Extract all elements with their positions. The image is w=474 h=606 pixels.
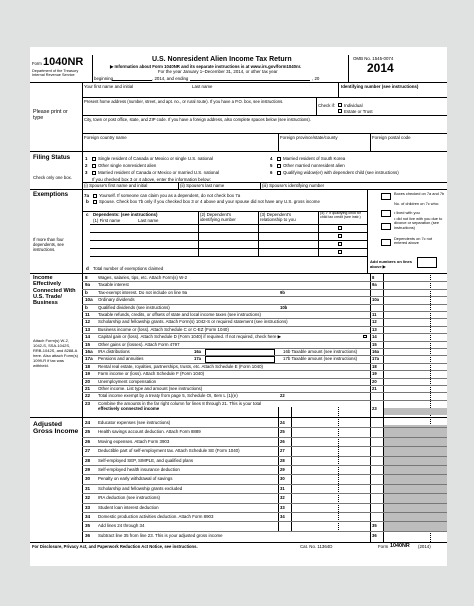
agi-line-num: 24 bbox=[85, 420, 91, 425]
dep-row3-checkbox[interactable] bbox=[338, 242, 342, 246]
agi-line-text: Deductible part of self-employment tax. Attach Schedule SE (Form 1040) bbox=[98, 448, 240, 454]
agi-mid-num: 25 bbox=[280, 429, 285, 435]
income-line-num: 20 bbox=[85, 378, 91, 384]
income-right-num: 17a bbox=[372, 356, 379, 362]
agi-mid-input[interactable] bbox=[292, 475, 370, 483]
country-label: Foreign country name bbox=[84, 135, 127, 140]
income-line-text: Farm income or (loss). Attach Schedule F (Form 1040) bbox=[98, 371, 205, 377]
dep-col1-label: (1) First name bbox=[93, 218, 121, 223]
income-right-num: 19 bbox=[372, 371, 377, 377]
year-suffix: , 20 bbox=[312, 76, 320, 81]
agi-mid-input[interactable] bbox=[292, 466, 370, 474]
income-line-num: 9a bbox=[85, 282, 91, 288]
filing-1-label: Single resident of Canada or Mexico or single U.S. national bbox=[98, 156, 213, 161]
filing-status-title: Filing Status bbox=[33, 154, 71, 161]
shade-line-22 bbox=[384, 408, 447, 415]
info-line: ▶ Information about Form 1040NR and its separate instructions is at www.irs.gov/form1040nr. bbox=[110, 64, 302, 69]
province-label: Foreign province/state/county bbox=[280, 135, 338, 140]
income-mid-num: 22 bbox=[280, 393, 285, 399]
check-if-label: Check if: bbox=[318, 103, 336, 108]
income-line-text: Combine the amounts in the far right column for lines 8 through 21. This is your total bbox=[98, 400, 262, 406]
agi-row-rule bbox=[82, 503, 447, 504]
agi-mid-input[interactable] bbox=[292, 447, 370, 455]
income-line-num: 12 bbox=[85, 319, 91, 325]
income-title: Income Effectively Connected With U.S. Trade/ Business bbox=[33, 275, 76, 307]
income-line-num: 15 bbox=[85, 341, 91, 347]
exemptions-title: Exemptions bbox=[33, 191, 69, 198]
agi-line-num: 26 bbox=[85, 438, 91, 444]
agi-row-rule bbox=[82, 427, 447, 428]
footer-cat: Cat. No. 11364D bbox=[300, 544, 333, 549]
agi-line-num: 29 bbox=[85, 467, 91, 472]
income-sub-box-label: 17a bbox=[194, 356, 201, 362]
attach-w2-note: Attach Form(s) W-2, 1042-S, SSA-1042S, RRB-1042S, and 8288-A here. Also attach Form(s) 1099-R if tax was withheld. bbox=[33, 338, 78, 368]
agi-line-text: Educator expenses (see instructions) bbox=[98, 420, 171, 425]
agi-line-num: 35 bbox=[85, 523, 91, 529]
add-numbers-label: Add numbers on lines above ▶ bbox=[370, 259, 413, 269]
income-line-b-text: 16b Taxable amount (see instructions) bbox=[283, 349, 358, 354]
tax-year: 2014 bbox=[367, 61, 394, 75]
agi-mid-input[interactable] bbox=[292, 428, 370, 436]
if-checked-note: If you checked box 3 or 4 above, enter the information below: bbox=[92, 176, 211, 182]
income-line-num: 22 bbox=[85, 393, 91, 399]
dep-not-label: Dependents on 7c not entered above bbox=[394, 236, 433, 246]
agi-row-rule bbox=[82, 484, 447, 485]
income-line-text: Scholarship and fellowship grants. Attach Form(s) 1042-S or required statement (see instructions) bbox=[98, 319, 288, 325]
income-right-num: 11 bbox=[372, 312, 377, 317]
income-line-text: Business income or (loss). Attach Schedule C or C-EZ (Form 1040) bbox=[98, 326, 229, 332]
agi-line-text: Add lines 24 through 34 bbox=[98, 523, 145, 529]
income-line-text: Taxable interest bbox=[98, 282, 129, 288]
agi-line-num: 28 bbox=[85, 457, 91, 463]
line-7d-num: d bbox=[86, 266, 89, 271]
spouse-last-label: (ii) Spouse's last name bbox=[180, 183, 225, 188]
income-right-num: 20 bbox=[372, 378, 377, 384]
income-line-text: Ordinary dividends bbox=[98, 297, 135, 303]
form-number: 1040NR bbox=[43, 56, 84, 68]
filing-2-checkbox[interactable] bbox=[92, 164, 96, 168]
filing-2-num: 2 bbox=[85, 163, 88, 168]
individual-label: Individual bbox=[344, 102, 363, 108]
income-line-text: Other gains or (losses). Attach Form 4797 bbox=[98, 341, 180, 347]
income-line-num: 13 bbox=[85, 326, 91, 332]
address-input[interactable] bbox=[84, 104, 314, 112]
agi-line-text: Moving expenses. Attach Form 3903 bbox=[98, 438, 170, 444]
agi-line-text: Student loan interest deduction bbox=[98, 504, 159, 510]
footer-form-number: 1040NR bbox=[390, 542, 410, 549]
agi-mid-num: 33 bbox=[280, 504, 285, 510]
dep-col3-label: (3) Dependent's relationship to you bbox=[260, 212, 296, 222]
income-line-num: 11 bbox=[85, 312, 90, 317]
income-line-text: Tax-exempt interest. Do not include on line 9a bbox=[98, 289, 188, 295]
children-label: No. of children on 7c who: bbox=[394, 201, 439, 206]
income-line-num: 8 bbox=[85, 275, 88, 280]
agi-line-num: 27 bbox=[85, 448, 91, 454]
postal-label: Foreign postal code bbox=[372, 135, 411, 140]
agi-mid-num: 28 bbox=[280, 457, 285, 463]
lived-input[interactable] bbox=[381, 210, 391, 217]
line-7d-text: Total number of exemptions claimed bbox=[93, 266, 164, 271]
filing-5-num: 5 bbox=[270, 163, 273, 168]
agi-line-num: 30 bbox=[85, 476, 91, 482]
income-line-text: Taxable refunds, credits, or offsets of state and local income taxes (see instructions) bbox=[98, 312, 261, 317]
footer-notice: For Disclosure, Privacy Act, and Paperwork Reduction Act Notice, see instructions. bbox=[32, 544, 198, 549]
divorce-label: • did not live with you due to divorce or separation (see instructions) bbox=[394, 216, 443, 230]
agi-row-rule bbox=[82, 437, 447, 438]
line-7b-num: b bbox=[86, 199, 89, 204]
dep-col4-label: (4) ✓ if qualifying child for child tax credit (see instr.) bbox=[320, 211, 361, 220]
filing-4-num: 4 bbox=[270, 156, 273, 161]
city-label: City, town or post office, state, and ZIP code. If you have a foreign address, also complete spaces below (see instructions). bbox=[84, 117, 311, 122]
agi-mid-num: 34 bbox=[280, 514, 285, 519]
income-line-num: 23 bbox=[85, 400, 91, 406]
filing-6-label: Qualifying widow(er) with dependent child (see instructions) bbox=[283, 170, 399, 175]
agi-mid-num: 30 bbox=[280, 476, 285, 482]
filing-3-label: Married resident of Canada or Mexico or married U.S. national bbox=[98, 170, 220, 175]
dep-col2-label: (2) Dependent's identifying number bbox=[200, 212, 236, 222]
agi-line-num: 33 bbox=[85, 504, 91, 510]
agi-line-text: Self-employed health insurance deduction bbox=[98, 467, 180, 472]
agi-mid-input[interactable] bbox=[292, 438, 370, 446]
agi-right-num: 36 bbox=[372, 532, 377, 538]
agi-mid-num: 32 bbox=[280, 495, 285, 501]
income-right-num: 18 bbox=[372, 363, 377, 369]
agi-mid-input[interactable] bbox=[292, 485, 370, 493]
income-line-num: b bbox=[85, 304, 88, 310]
income-line-b-text: 17b Taxable amount (see instructions) bbox=[283, 356, 358, 362]
line-7b-checkbox[interactable] bbox=[93, 200, 97, 204]
agi-row-rule bbox=[82, 446, 447, 447]
agi-row-rule bbox=[82, 474, 447, 475]
agi-row-rule bbox=[82, 465, 447, 466]
agi-mid-num: 26 bbox=[280, 438, 285, 444]
income-line-text: Unemployment compensation bbox=[98, 378, 157, 384]
income-line-text: Wages, salaries, tips, etc. Attach Form(s) W-2 bbox=[98, 275, 188, 280]
agi-row-rule bbox=[82, 493, 447, 494]
capital-gain-checkbox[interactable] bbox=[363, 335, 367, 339]
income-line-text: Rental real estate, royalties, partnerships, trusts, etc. Attach Schedule E (Form 1040) bbox=[98, 363, 263, 369]
dep-not-input[interactable] bbox=[381, 239, 391, 246]
filing-2-label: Other single nonresident alien bbox=[98, 163, 157, 168]
city-input[interactable] bbox=[84, 122, 384, 130]
dep-col1b-label: Last name bbox=[138, 218, 159, 223]
income-right-num: 16a bbox=[372, 349, 379, 354]
income-line-num: 14 bbox=[85, 334, 91, 340]
filing-1-num: 1 bbox=[85, 156, 88, 161]
first-name-label: Your first name and initial bbox=[84, 84, 134, 89]
agi-row-rule bbox=[82, 512, 447, 513]
filing-3-checkbox[interactable] bbox=[92, 171, 96, 175]
income-line-num: 21 bbox=[85, 386, 91, 391]
income-amount-input[interactable] bbox=[384, 400, 446, 407]
agi-mid-num: 27 bbox=[280, 448, 285, 454]
income-right-num: 10a bbox=[372, 297, 379, 303]
income-line-text: Capital gain or (loss). Attach Schedule D (Form 1040) if required. If not required, check here ▶ bbox=[98, 334, 281, 340]
agi-line-text: Penalty on early withdrawal of savings bbox=[98, 476, 173, 482]
footer-form-prefix: Form bbox=[378, 544, 389, 549]
dep-row2-checkbox[interactable] bbox=[338, 234, 342, 238]
income-right-num: 9a bbox=[372, 282, 377, 288]
income-right-num: 8 bbox=[372, 275, 375, 280]
spouse-first-label: (i) Spouse's first name and initial bbox=[84, 183, 148, 188]
income-line-text: Other income. List type and amount (see instructions) bbox=[98, 386, 203, 391]
dep-row4-checkbox[interactable] bbox=[338, 250, 342, 254]
agi-line-text: Scholarship and fellowship grants excluded bbox=[98, 485, 183, 491]
more-dependents-note: If more than four dependents, see instructions. bbox=[33, 237, 64, 253]
income-line-num: 18 bbox=[85, 363, 91, 369]
print-or-type-label: Please print or type bbox=[33, 109, 68, 122]
agi-line-text: Health savings account deduction. Attach Form 8889 bbox=[98, 429, 201, 435]
agi-line-text: Domestic production activities deduction. Attach Form 8903 bbox=[98, 514, 214, 519]
income-line-text: IRA distributions bbox=[98, 349, 130, 354]
filing-4-label: Married resident of South Korea bbox=[283, 156, 346, 161]
agi-mid-input[interactable] bbox=[292, 504, 370, 512]
treasury-dept: Department of the Treasury bbox=[32, 69, 79, 73]
individual-checkbox[interactable] bbox=[338, 103, 342, 107]
income-right-num: 13 bbox=[372, 326, 377, 332]
name-input[interactable] bbox=[84, 89, 337, 97]
ssn-label: Identifying number (see instructions) bbox=[341, 84, 419, 89]
check-one-note: Check only one box. bbox=[33, 175, 72, 180]
lived-label: • lived with you bbox=[394, 210, 420, 215]
filing-4-checkbox[interactable] bbox=[277, 157, 281, 161]
shade-agi-right bbox=[384, 425, 447, 532]
agi-row-rule bbox=[82, 456, 447, 457]
filing-3-num: 3 bbox=[85, 170, 88, 175]
income-right-num: 14 bbox=[372, 334, 377, 340]
income-mid-num: 10b bbox=[280, 304, 288, 310]
agi-right-num: 35 bbox=[372, 523, 377, 529]
income-line-text2: effectively connected income bbox=[98, 405, 160, 411]
form-page bbox=[30, 47, 447, 566]
agi-amount-input[interactable] bbox=[384, 522, 446, 530]
agi-line-num: 36 bbox=[85, 532, 91, 538]
and-ending-label: , 2014, and ending bbox=[152, 76, 189, 81]
agi-amount-input[interactable] bbox=[384, 532, 446, 540]
income-sub-box-label: 16a bbox=[194, 349, 201, 354]
spouse-id-label: (iii) Spouse's identifying number bbox=[262, 183, 325, 188]
income-right-num: 12 bbox=[372, 319, 377, 325]
agi-mid-num: 24 bbox=[280, 420, 285, 425]
last-name-label: Last name bbox=[192, 84, 213, 89]
divorce-input[interactable] bbox=[381, 223, 391, 230]
income-line-text: Total income exempt by a treaty from page 5, Schedule OI, Item L (1)(e) bbox=[98, 393, 238, 399]
line-7a-checkbox[interactable] bbox=[93, 194, 97, 198]
income-right-num: 23 bbox=[372, 405, 377, 411]
line-7a-num: 7a bbox=[84, 193, 90, 198]
estate-checkbox[interactable] bbox=[338, 109, 342, 113]
income-line-num: 19 bbox=[85, 371, 91, 377]
agi-mid-input[interactable] bbox=[292, 457, 370, 465]
footer-form-year: (2014) bbox=[418, 544, 431, 549]
beginning-label: beginning bbox=[94, 76, 114, 81]
income-line-text: Pensions and annuities bbox=[98, 356, 144, 362]
estate-label: Estate or Trust bbox=[344, 108, 373, 114]
line-7c-num: c bbox=[86, 212, 89, 217]
ssn-input[interactable] bbox=[340, 89, 446, 97]
agi-mid-input[interactable] bbox=[292, 419, 370, 427]
income-line-num: 17a bbox=[85, 356, 93, 362]
income-line-num: 10a bbox=[85, 297, 93, 303]
agi-title: Adjusted Gross Income bbox=[33, 421, 79, 436]
income-line-num: 16a bbox=[85, 349, 93, 354]
line-7b-text: Spouse. Check box 7b only if you checked box 3 or 4 above and your spouse did not have any U.S. gross income bbox=[99, 199, 320, 204]
agi-line-num: 31 bbox=[85, 485, 91, 491]
filing-6-num: 6 bbox=[270, 170, 273, 175]
boxes-checked-label: Boxes checked on 7a and 7b bbox=[394, 191, 445, 196]
form-prefix: Form bbox=[32, 61, 42, 66]
income-line-text: Qualified dividends (see instructions) bbox=[98, 304, 170, 310]
agi-line-text: Subtract line 35 from line 23. This is your adjusted gross income bbox=[98, 532, 223, 538]
agi-mid-num: 29 bbox=[280, 467, 285, 472]
filing-6-checkbox[interactable] bbox=[277, 171, 281, 175]
filing-5-label: Other married nonresident alien bbox=[283, 163, 345, 168]
agi-line-num: 32 bbox=[85, 495, 91, 501]
dep-row1-checkbox[interactable] bbox=[338, 226, 342, 230]
agi-mid-input[interactable] bbox=[292, 494, 370, 502]
income-line-num: b bbox=[85, 289, 88, 295]
agi-mid-num: 31 bbox=[280, 485, 285, 491]
agi-line-num: 25 bbox=[85, 429, 91, 435]
omb-number: OMB No. 1545-0074 bbox=[353, 56, 394, 61]
boxes-checked-input[interactable] bbox=[381, 193, 391, 200]
form-title: U.S. Nonresident Alien Income Tax Return bbox=[152, 56, 292, 63]
total-exemptions-input[interactable] bbox=[417, 257, 437, 268]
filing-5-checkbox[interactable] bbox=[277, 164, 281, 168]
line-7c-text: Dependents: (see instructions) bbox=[93, 212, 158, 217]
line-7a-text: Yourself. If someone can claim you as a dependent, do not check box 7a bbox=[99, 193, 241, 198]
agi-line-text: IRA deduction (see instructions) bbox=[98, 495, 160, 501]
income-right-num: 15 bbox=[372, 341, 377, 347]
agi-line-text: Self-employed SEP, SIMPLE, and qualified plans bbox=[98, 457, 194, 463]
agi-line-num: 34 bbox=[85, 514, 91, 519]
income-right-num: 21 bbox=[372, 386, 377, 391]
irs-name: Internal Revenue Service bbox=[32, 73, 75, 77]
income-mid-num: 9b bbox=[280, 289, 285, 295]
filing-1-checkbox[interactable] bbox=[92, 157, 96, 161]
address-label: Present home address (number, street, and apt. no., or rural route). If you have a P.O. box, see instructions. bbox=[84, 99, 284, 104]
agi-mid-input[interactable] bbox=[292, 513, 370, 521]
tax-year-line: For the year January 1–December 31, 2014, or other tax year bbox=[158, 69, 278, 74]
